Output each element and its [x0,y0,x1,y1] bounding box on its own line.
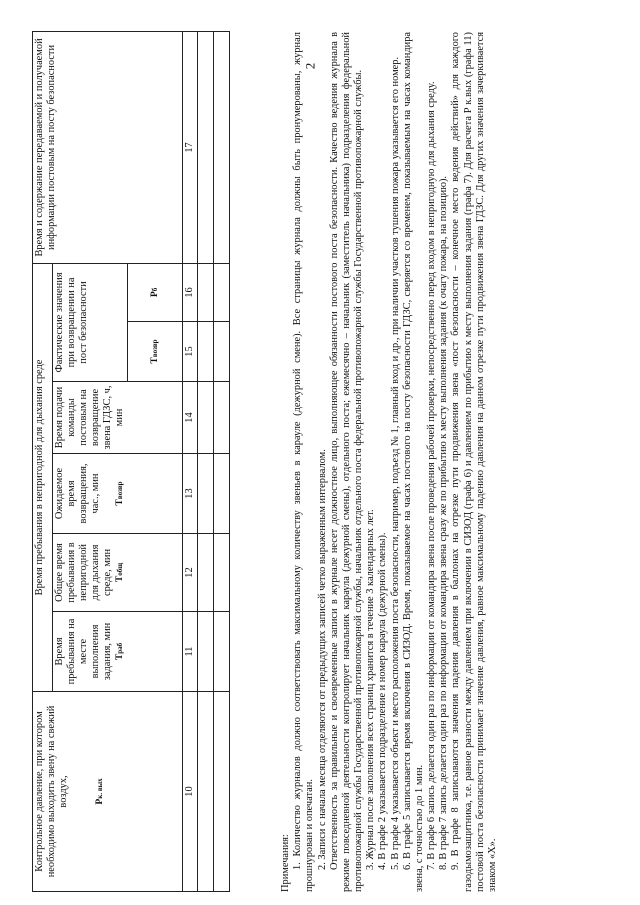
empty-cell [214,454,230,534]
col-number: 14 [183,382,198,454]
col14-header: Время подачи команды постовым на возвращение звена ГДЗС, ч, мин [53,382,183,454]
note-item: 2. Записи с начала месяца отделяются от предыдущих записей четко выраженным интервалом. [316,449,328,870]
rotated-content [32,32,592,892]
note-item: 4. В графе 2 указывается подразделение и номер караула (дежурной смены). [377,532,389,870]
note-item: 9. В графе 8 записываются значения падения давления в баллонах на отрезке пути продвижения звена «пост безопасности – конечное место ведения действий» для каждого газодымозащитника, т.е. равное разности между давлением при включении в СИЗОД (графа 6) и давлением по прибытию к месту выполнения задания (графа 7). Для расчета Р к.вых (графа 11) постовой поста безопасности принимает значение давления, равное максимальному падению давления на данном отрезке пути продвижения звена ГДЗС. Для других значения зачеркивается знаком «Х». [450,32,498,892]
actual-values-header: Фактические значения при возвращении на пост безопасности [53,263,128,381]
col12-header: Общее время пребывания в непригодной для дыхания среде, мин Тобщ [53,534,183,612]
col-number: 10 [183,692,198,892]
empty-cell [198,454,214,534]
note-item: 5. В графе 4 указывается объект и место расположения поста безопасности, например, подъезд № 1, главный вход и др., при наличии участков тушения пожара указывается его номер. [389,56,401,870]
page-number: 2 [302,62,318,70]
group-header: Время пребывания в непригодной для дыхания среде [33,263,53,691]
note-item: 3. Журнал после заполнения всех страниц хранится в течение 3 календарных лет. [365,509,377,870]
col-number: 12 [183,534,198,612]
note-item: 8. В графе 7 запись делается один раз по информации от командира звена сразу же по прибытию к месту выполнения задания (к очагу пожара, на позицию). [438,175,450,870]
empty-cell [198,612,214,692]
empty-cell [214,692,230,892]
col-number: 16 [183,263,198,321]
empty-cell [198,692,214,892]
col-number: 11 [183,612,198,692]
empty-cell [214,534,230,612]
empty-cell [214,31,230,263]
empty-cell [198,31,214,263]
col17-header: Время и содержание передаваемой и получаемой информации постовым на посту безопасности [33,31,183,263]
col-number: 13 [183,454,198,534]
col13-header: Ожидаемое время возвращения, час., мин Твозвр [53,454,183,534]
empty-cell [198,534,214,612]
col10-header: Контрольное давление, при котором необходимо выходить звену на свежий воздух, Рк. вых [33,692,183,892]
col-number: 15 [183,322,198,382]
note-item: 1. Количество журналов должно соответствовать максимальному количеству звеньев в карауле (дежурной смене). Все страницы журнала должны быть пронумерованы, журнал прошнурован и опечатан. [292,32,316,892]
empty-cell [198,263,214,321]
empty-cell [214,263,230,321]
note-item: Ответственность за правильные и своевременные записи в журнале несет должностное лицо, выполняющее обязанности постового поста безопасности. Качество ведения журнала в режиме повседневной деятельности контролирует начальник караула (дежурной смены), отдельного поста; ежемесячно – начальник (заместитель начальника) подразделения федеральной противопожарной службы Государственной противопожарной службы, начальник отдельного поста федеральной противопожарной службы Государственной противопожарной службы. [328,32,365,892]
col16-header: Рб [128,263,183,321]
empty-cell [214,322,230,382]
empty-cell [214,612,230,692]
notes-title: Примечания: [280,834,291,892]
empty-cell [198,322,214,382]
col15-header: Твозвр [128,322,183,382]
col-number: 17 [183,31,198,263]
empty-cell [198,382,214,454]
note-item: 6. В графе 5 записывается время включения в СИЗОД. Время, показываемое на часах постового на посту безопасности ГДЗС, сверяется со временем, показываемым на часах командира звена, с точностью до 1 мин. [401,32,425,892]
empty-cell [214,382,230,454]
notes [280,32,499,892]
note-item: 7. В графе 6 запись делается один раз по информации от командира звена после проведения рабочей проверки, непосредственно перед входом в непригодную для дыхания среду. [426,81,438,870]
col11-header: Время пребывания на месте выполнения задания, мин Траб [53,612,183,692]
log-table [32,31,230,892]
